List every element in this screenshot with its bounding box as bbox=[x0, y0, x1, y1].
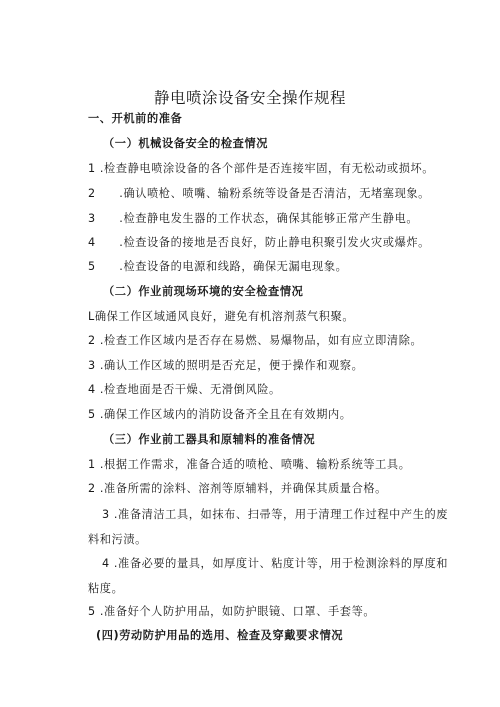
subsection-3-item-4: 4 .准备必要的量具，如厚度计、粘度计等，用于检测涂料的厚度和粘度。 bbox=[88, 557, 449, 595]
subsection-2-item-4: 4 .检查地面是否干燥、无滑倒风险。 bbox=[88, 383, 281, 396]
section-1-heading: 一、开机前的准备 bbox=[88, 112, 183, 125]
subsection-3-item-5: 5 .准备好个人防护用品，如防护眼镜、口罩、手套等。 bbox=[88, 605, 376, 618]
subsection-2-heading: （二）作业前现场环境的安全检查情况 bbox=[103, 285, 304, 298]
subsection-4-heading: (四)劳动防护用品的选用、检查及穿戴要求情况 bbox=[96, 629, 344, 642]
subsection-1-item-3: 3 .检查静电发生器的工作状态，确保其能够正常产生静电。 bbox=[88, 212, 419, 225]
subsection-3-item-1: 1 .根据工作需求，准备合适的喷枪、喷嘴、输粉系统等工具。 bbox=[88, 458, 411, 471]
subsection-1-item-1: 1 .检查静电喷涂设备的各个部件是否连接牢固，有无松动或损坏。 bbox=[88, 162, 435, 175]
subsection-1-item-4: 4 .检查设备的接地是否良好，防止静电积聚引发火灾或爆炸。 bbox=[88, 236, 430, 249]
subsection-3-item-3: 3 .准备清洁工具，如抹布、扫帚等，用于清理工作过程中产生的废料和污渍。 bbox=[88, 508, 449, 546]
subsection-1-item-2: 2 .确认喷枪、喷嘴、输粉系统等设备是否清洁，无堵塞现象。 bbox=[88, 187, 430, 200]
subsection-1-item-5: 5 .检查设备的电源和线路，确保无漏电现象。 bbox=[88, 260, 348, 273]
subsection-2-item-1: L确保工作区域通风良好，避免有机溶剂蒸气积聚。 bbox=[88, 310, 355, 323]
subsection-1-heading: （一）机械设备安全的检查情况 bbox=[103, 137, 269, 150]
document-title: 静电喷涂设备安全操作规程 bbox=[153, 89, 346, 107]
subsection-3-item-2: 2 .准备所需的涂料、溶剂等原辅料，并确保其质量合格。 bbox=[88, 482, 387, 495]
subsection-3-heading: （三）作业前工器具和原辅料的准备情况 bbox=[103, 433, 316, 446]
subsection-2-item-3: 3 .确认工作区域的照明是否充足，便于操作和观察。 bbox=[88, 359, 364, 372]
subsection-2-item-5: 5 .确保工作区域内的消防设备齐全且在有效期内。 bbox=[88, 408, 352, 421]
subsection-2-item-2: 2 .检查工作区域内是否存在易燃、易爆物品，如有应立即清除。 bbox=[88, 334, 423, 347]
